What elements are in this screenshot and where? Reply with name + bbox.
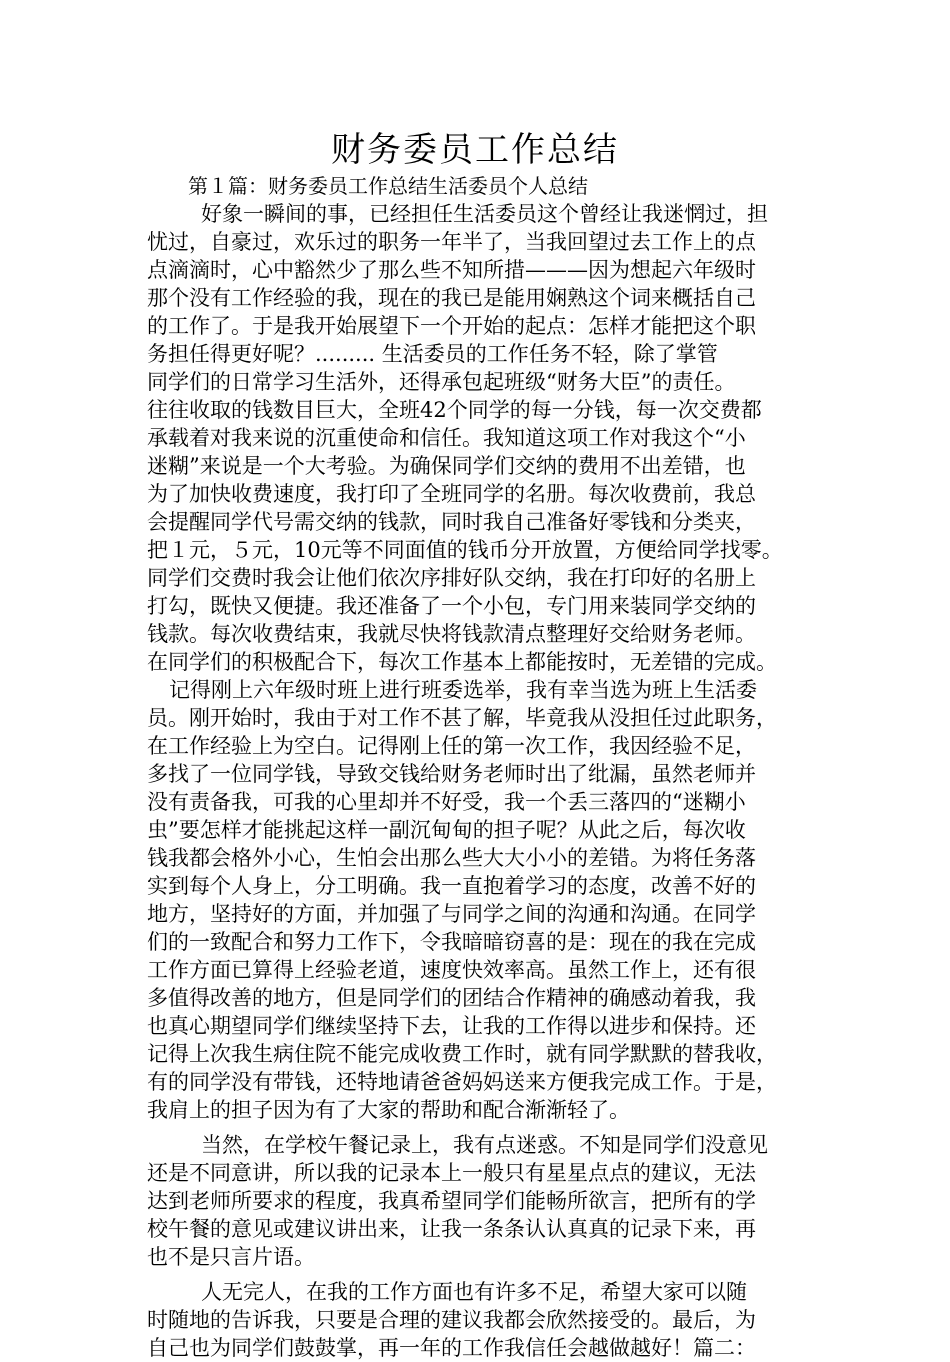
text-line: 那个没有工作经验的我，现在的我已是能用娴熟这个词来概括自己: [147, 286, 756, 310]
text-line: 为了加快收费速度，我打印了全班同学的名册。每次收费前，我总: [147, 482, 756, 506]
text-line: 承载着对我来说的沉重使命和信任。我知道这项工作对我这个“小: [147, 426, 746, 450]
text-line: 务担任得更好呢？......... 生活委员的工作任务不轻，除了掌管: [147, 342, 718, 366]
text-line: 的工作了。于是我开始展望下一个开始的起点：怎样才能把这个职: [147, 314, 756, 338]
document-title: 财务委员工作总结: [331, 130, 619, 170]
text-line: 在工作经验上为空白。记得刚上任的第一次工作，我因经验不足，: [147, 734, 756, 758]
text-line: 把１元，５元，10元等不同面值的钱币分开放置，方便给同学找零。: [147, 538, 783, 562]
document-subtitle: 第１篇：财务委员工作总结生活委员个人总结: [188, 174, 588, 198]
text-line: 记得上次我生病住院不能完成收费工作时，就有同学默默的替我收，: [147, 1042, 777, 1066]
text-line: 好象一瞬间的事，已经担任生活委员这个曾经让我迷惘过，担: [201, 202, 768, 226]
text-line: 实到每个人身上，分工明确。我一直抱着学习的态度，改善不好的: [147, 874, 756, 898]
text-line: 会提醒同学代号需交纳的钱款，同时我自己准备好零钱和分类夹，: [147, 510, 756, 534]
text-line: 人无完人，在我的工作方面也有许多不足，希望大家可以随: [201, 1280, 747, 1304]
text-line: 有的同学没有带钱，还特地请爸爸妈妈送来方便我完成工作。于是，: [147, 1070, 777, 1094]
text-line: 在同学们的积极配合下，每次工作基本上都能按时，无差错的完成。: [147, 650, 777, 674]
text-line: 同学们的日常学习生活外，还得承包起班级“财务大臣”的责任。: [147, 370, 736, 394]
text-line: 迷糊”来说是一个大考验。为确保同学们交纳的费用不出差错，也: [147, 454, 746, 478]
text-line: 校午餐的意见或建议讲出来，让我一条条认认真真的记录下来，再: [147, 1217, 756, 1241]
text-line: 达到老师所要求的程度，我真希望同学们能畅所欲言，把所有的学: [147, 1189, 756, 1213]
document-body: [147, 200, 827, 1362]
text-line: 我肩上的担子因为有了大家的帮助和配合渐渐轻了。: [147, 1098, 630, 1122]
text-line: 忧过，自豪过，欢乐过的职务一年半了，当我回望过去工作上的点: [147, 230, 756, 254]
text-line: 打勾，既快又便捷。我还准备了一个小包，专门用来装同学交纳的: [147, 594, 756, 618]
text-line: 没有责备我，可我的心里却并不好受，我一个丢三落四的“迷糊小: [147, 790, 746, 814]
text-line: 记得刚上六年级时班上进行班委选举，我有幸当选为班上生活委: [169, 678, 757, 702]
text-line: 也不是只言片语。: [147, 1245, 315, 1269]
text-line: 多值得改善的地方，但是同学们的团结合作精神的确感动着我，我: [147, 986, 756, 1010]
text-line: 点滴滴时，心中豁然少了那么些不知所措———因为想起六年级时: [147, 258, 756, 282]
text-line: 往往收取的钱数目巨大，全班42个同学的每一分钱，每一次交费都: [147, 398, 762, 422]
text-line: 员。刚开始时，我由于对工作不甚了解，毕竟我从没担任过此职务，: [147, 706, 777, 730]
text-line: 时随地的告诉我，只要是合理的建议我都会欣然接受的。最后，为: [147, 1308, 756, 1332]
text-line: 当然，在学校午餐记录上，我有点迷惑。不知是同学们没意见: [201, 1133, 768, 1157]
text-line: 还是不同意讲，所以我的记录本上一般只有星星点点的建议，无法: [147, 1161, 756, 1185]
text-line: 自己也为同学们鼓鼓掌，再一年的工作我信任会越做越好！篇二：: [147, 1336, 756, 1360]
text-line: 地方，坚持好的方面，并加强了与同学之间的沟通和沟通。在同学: [147, 902, 756, 926]
text-line: 们的一致配合和努力工作下，令我暗暗窃喜的是：现在的我在完成: [147, 930, 756, 954]
text-line: 多找了一位同学钱，导致交钱给财务老师时出了纰漏，虽然老师并: [147, 762, 756, 786]
text-line: 钱款。每次收费结束，我就尽快将钱款清点整理好交给财务老师。: [147, 622, 756, 646]
text-line: 工作方面已算得上经验老道，速度快效率高。虽然工作上，还有很: [147, 958, 756, 982]
text-line: 钱我都会格外小心，生怕会出那么些大大小小的差错。为将任务落: [147, 846, 756, 870]
text-line: 也真心期望同学们继续坚持下去，让我的工作得以进步和保持。还: [147, 1014, 756, 1038]
text-line: 虫”要怎样才能挑起这样一副沉甸甸的担子呢？从此之后，每次收: [147, 818, 746, 842]
text-line: 同学们交费时我会让他们依次序排好队交纳，我在打印好的名册上: [147, 566, 756, 590]
